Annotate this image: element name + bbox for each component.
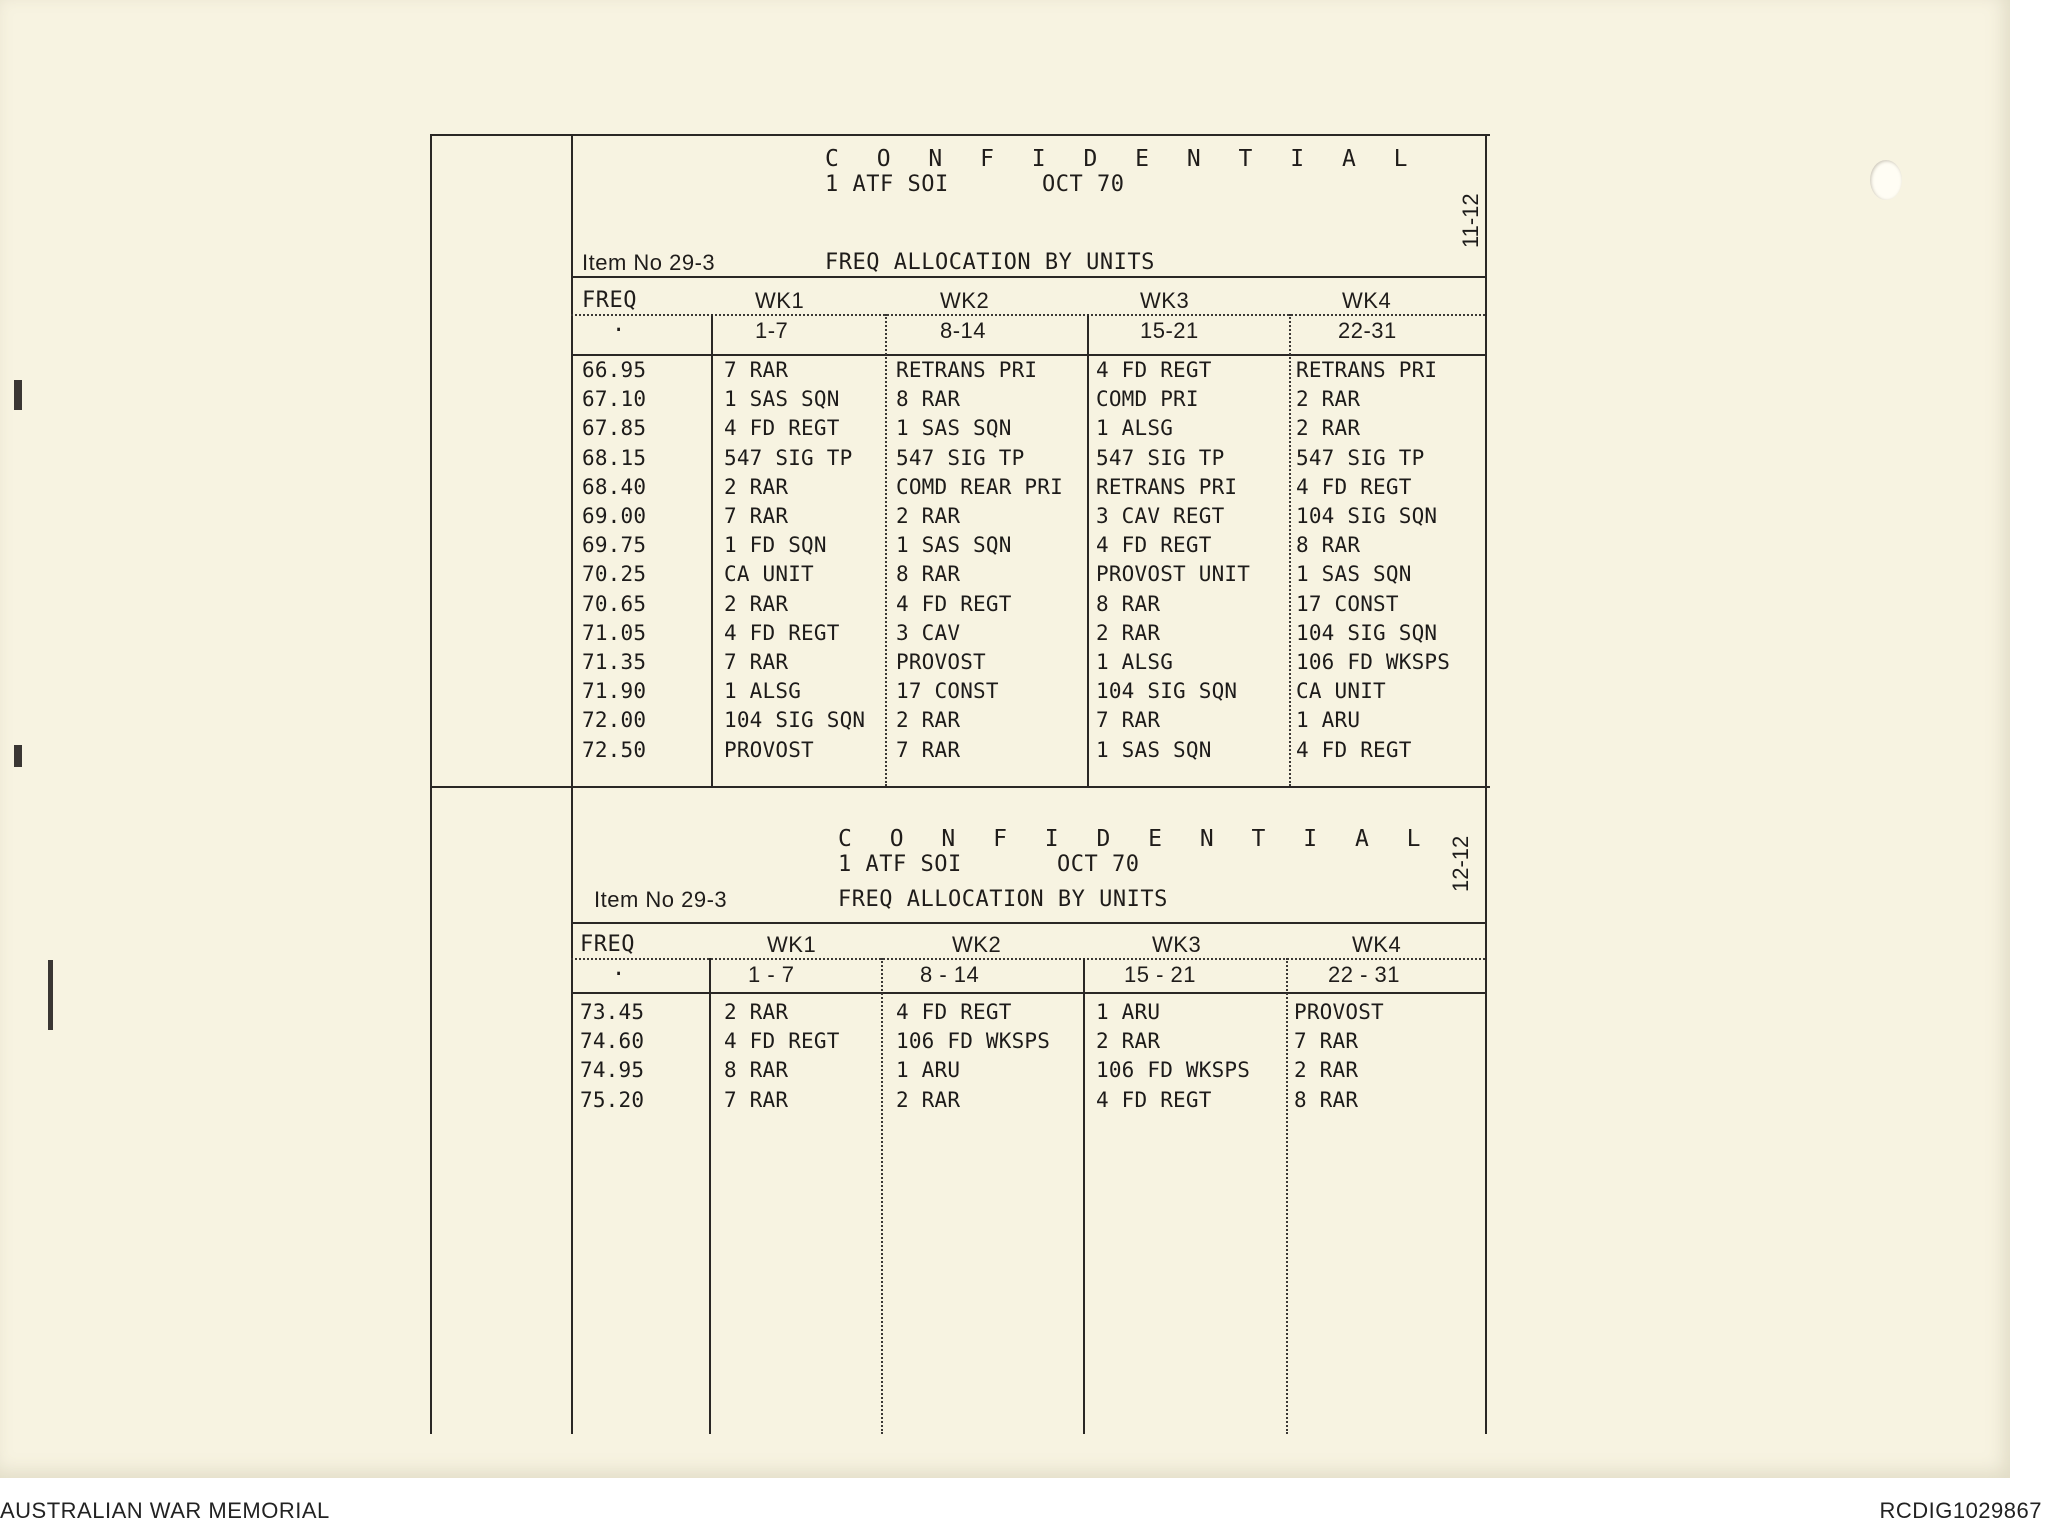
range-freq: ·	[612, 962, 626, 987]
column-divider	[711, 314, 713, 786]
column-divider	[1087, 314, 1089, 786]
frame-right-border	[1485, 134, 1487, 1434]
unit-cell: 2 RAR	[724, 1000, 789, 1024]
unit-cell: 2 RAR	[1096, 620, 1161, 645]
column-header-wk3: WK3	[1152, 932, 1202, 957]
unit-cell: 2 RAR	[1096, 1029, 1161, 1054]
unit-cell: 7 RAR	[1096, 708, 1161, 733]
frame-inner-border	[571, 134, 573, 1434]
frequency-cell: 74.95	[580, 1058, 645, 1083]
table-rule	[571, 276, 1485, 278]
unit-cell: 2 RAR	[1296, 416, 1361, 441]
frequency-cell: 70.65	[582, 591, 647, 616]
unit-cell: 2 RAR	[896, 504, 961, 528]
unit-cell: 1 SAS SQN	[896, 416, 1012, 441]
unit-cell: 1 SAS SQN	[896, 533, 1012, 558]
range-wk4: 22 - 31	[1328, 962, 1400, 987]
soi-unit: 1 ATF SOI	[825, 172, 949, 197]
unit-cell: 7 RAR	[724, 358, 789, 382]
unit-cell: 17 CONST	[896, 679, 999, 704]
column-divider	[885, 314, 887, 786]
unit-cell: 4 FD REGT	[724, 1029, 840, 1054]
column-divider	[709, 958, 711, 1434]
item-title: FREQ ALLOCATION BY UNITS	[825, 250, 1155, 275]
unit-cell: 1 ALSG	[1096, 416, 1174, 441]
unit-cell: 7 RAR	[724, 650, 789, 674]
table-rule	[571, 354, 1485, 356]
table-rule	[571, 314, 1485, 316]
range-wk3: 15-21	[1140, 318, 1199, 343]
edge-mark	[48, 960, 53, 1030]
unit-cell: 1 ARU	[896, 1058, 961, 1083]
column-divider	[1286, 958, 1288, 1434]
frequency-cell: 68.40	[582, 474, 647, 499]
unit-cell: COMD REAR PRI	[896, 474, 1063, 499]
range-wk2: 8-14	[940, 318, 987, 343]
unit-cell: 106 FD WKSPS	[1096, 1058, 1251, 1083]
frequency-cell: 71.35	[582, 650, 647, 674]
column-header-wk3: WK3	[1140, 288, 1190, 313]
unit-cell: 7 RAR	[896, 737, 961, 762]
unit-cell: 104 SIG SQN	[1096, 679, 1238, 704]
range-wk1: 1 - 7	[748, 962, 795, 987]
range-wk4: 22-31	[1338, 318, 1397, 343]
unit-cell: RETRANS PRI	[1096, 474, 1238, 499]
table-rule	[571, 922, 1485, 924]
unit-cell: COMD PRI	[1096, 387, 1199, 412]
column-header-wk1: WK1	[767, 932, 817, 957]
frequency-cell: 67.10	[582, 387, 647, 412]
unit-cell: 4 FD REGT	[1096, 358, 1212, 382]
confidential-title: C O N F I D E N T I A L	[838, 826, 1433, 852]
frame-top-border	[430, 134, 1490, 136]
frequency-cell: 68.15	[582, 445, 647, 470]
unit-cell: 1 ARU	[1096, 1000, 1161, 1024]
unit-cell: 104 SIG SQN	[1296, 504, 1438, 528]
column-header-wk4: WK4	[1352, 932, 1402, 957]
column-header-freq: FREQ	[580, 932, 635, 957]
unit-cell: 547 SIG TP	[1096, 445, 1225, 470]
soi-date: OCT 70	[1042, 172, 1125, 197]
unit-cell: RETRANS PRI	[1296, 358, 1438, 382]
frequency-cell: 69.00	[582, 504, 647, 528]
unit-cell: 3 CAV REGT	[1096, 504, 1225, 528]
column-header-freq: FREQ	[582, 288, 637, 313]
unit-cell: 2 RAR	[896, 1087, 961, 1112]
unit-cell: 4 FD REGT	[1296, 474, 1412, 499]
unit-cell: 2 RAR	[724, 474, 789, 499]
punch-hole	[1870, 160, 1902, 200]
unit-cell: 7 RAR	[724, 504, 789, 528]
unit-cell: 1 SAS SQN	[1296, 562, 1412, 587]
unit-cell: 8 RAR	[1096, 591, 1161, 616]
range-wk1: 1-7	[755, 318, 789, 343]
page-number: 12-12	[1448, 835, 1473, 892]
unit-cell: 4 FD REGT	[1296, 737, 1412, 762]
frequency-cell: 69.75	[582, 533, 647, 558]
column-divider	[1083, 958, 1085, 1434]
unit-cell: 1 ALSG	[1096, 650, 1174, 674]
unit-cell: 4 FD REGT	[724, 416, 840, 441]
range-wk3: 15 - 21	[1124, 962, 1196, 987]
unit-cell: 1 SAS SQN	[724, 387, 840, 412]
unit-cell: 1 FD SQN	[724, 533, 827, 558]
unit-cell: 1 ALSG	[724, 679, 802, 704]
column-header-wk2: WK2	[952, 932, 1002, 957]
unit-cell: 106 FD WKSPS	[896, 1029, 1051, 1054]
archive-credit: AUSTRALIAN WAR MEMORIAL	[0, 1498, 330, 1523]
unit-cell: RETRANS PRI	[896, 358, 1038, 382]
unit-cell: PROVOST	[896, 650, 986, 674]
frequency-cell: 72.00	[582, 708, 647, 733]
unit-cell: 1 SAS SQN	[1096, 737, 1212, 762]
unit-cell: 4 FD REGT	[1096, 1087, 1212, 1112]
edge-mark	[14, 380, 22, 410]
unit-cell: 2 RAR	[896, 708, 961, 733]
item-label: Item No 29-3	[582, 250, 716, 275]
frequency-cell: 71.90	[582, 679, 647, 704]
unit-cell: CA UNIT	[724, 562, 814, 587]
column-header-wk2: WK2	[940, 288, 990, 313]
unit-cell: 547 SIG TP	[896, 445, 1025, 470]
unit-cell: 1 ARU	[1296, 708, 1361, 733]
frequency-cell: 70.25	[582, 562, 647, 587]
unit-cell: 17 CONST	[1296, 591, 1399, 616]
unit-cell: 8 RAR	[724, 1058, 789, 1083]
sheet-divider	[430, 786, 1490, 788]
unit-cell: 2 RAR	[1296, 387, 1361, 412]
unit-cell: 547 SIG TP	[1296, 445, 1425, 470]
unit-cell: 104 SIG SQN	[1296, 620, 1438, 645]
unit-cell: 7 RAR	[1294, 1029, 1359, 1054]
unit-cell: 7 RAR	[724, 1087, 789, 1112]
item-title: FREQ ALLOCATION BY UNITS	[838, 887, 1168, 912]
frame-left-border	[430, 134, 432, 1434]
edge-mark	[14, 745, 22, 767]
unit-cell: 8 RAR	[896, 562, 961, 587]
unit-cell: 2 RAR	[1294, 1058, 1359, 1083]
range-freq: ·	[612, 318, 626, 343]
unit-cell: 4 FD REGT	[896, 1000, 1012, 1024]
frequency-cell: 71.05	[582, 620, 647, 645]
unit-cell: 4 FD REGT	[724, 620, 840, 645]
unit-cell: PROVOST UNIT	[1096, 562, 1251, 587]
frequency-cell: 74.60	[580, 1029, 645, 1054]
unit-cell: 4 FD REGT	[1096, 533, 1212, 558]
confidential-title: C O N F I D E N T I A L	[825, 146, 1420, 172]
page-number: 11-12	[1458, 193, 1483, 248]
column-header-wk1: WK1	[755, 288, 805, 313]
item-label: Item No 29-3	[594, 887, 728, 912]
unit-cell: 8 RAR	[1296, 533, 1361, 558]
frequency-cell: 75.20	[580, 1087, 645, 1112]
unit-cell: CA UNIT	[1296, 679, 1386, 704]
frequency-cell: 72.50	[582, 737, 647, 762]
unit-cell: 3 CAV	[896, 620, 961, 645]
unit-cell: PROVOST	[724, 737, 814, 762]
unit-cell: 8 RAR	[1294, 1087, 1359, 1112]
unit-cell: 8 RAR	[896, 387, 961, 412]
range-wk2: 8 - 14	[920, 962, 980, 987]
unit-cell: 2 RAR	[724, 591, 789, 616]
soi-unit: 1 ATF SOI	[838, 852, 962, 877]
unit-cell: 4 FD REGT	[896, 591, 1012, 616]
frequency-cell: 67.85	[582, 416, 647, 441]
frequency-cell: 73.45	[580, 1000, 645, 1024]
soi-date: OCT 70	[1057, 852, 1140, 877]
unit-cell: 104 SIG SQN	[724, 708, 866, 733]
column-divider	[1289, 314, 1291, 786]
unit-cell: 547 SIG TP	[724, 445, 853, 470]
unit-cell: 106 FD WKSPS	[1296, 650, 1451, 674]
unit-cell: PROVOST	[1294, 1000, 1384, 1024]
archive-reference: RCDIG1029867	[1879, 1498, 2042, 1523]
frequency-cell: 66.95	[582, 358, 647, 382]
column-divider	[881, 958, 883, 1434]
column-header-wk4: WK4	[1342, 288, 1392, 313]
